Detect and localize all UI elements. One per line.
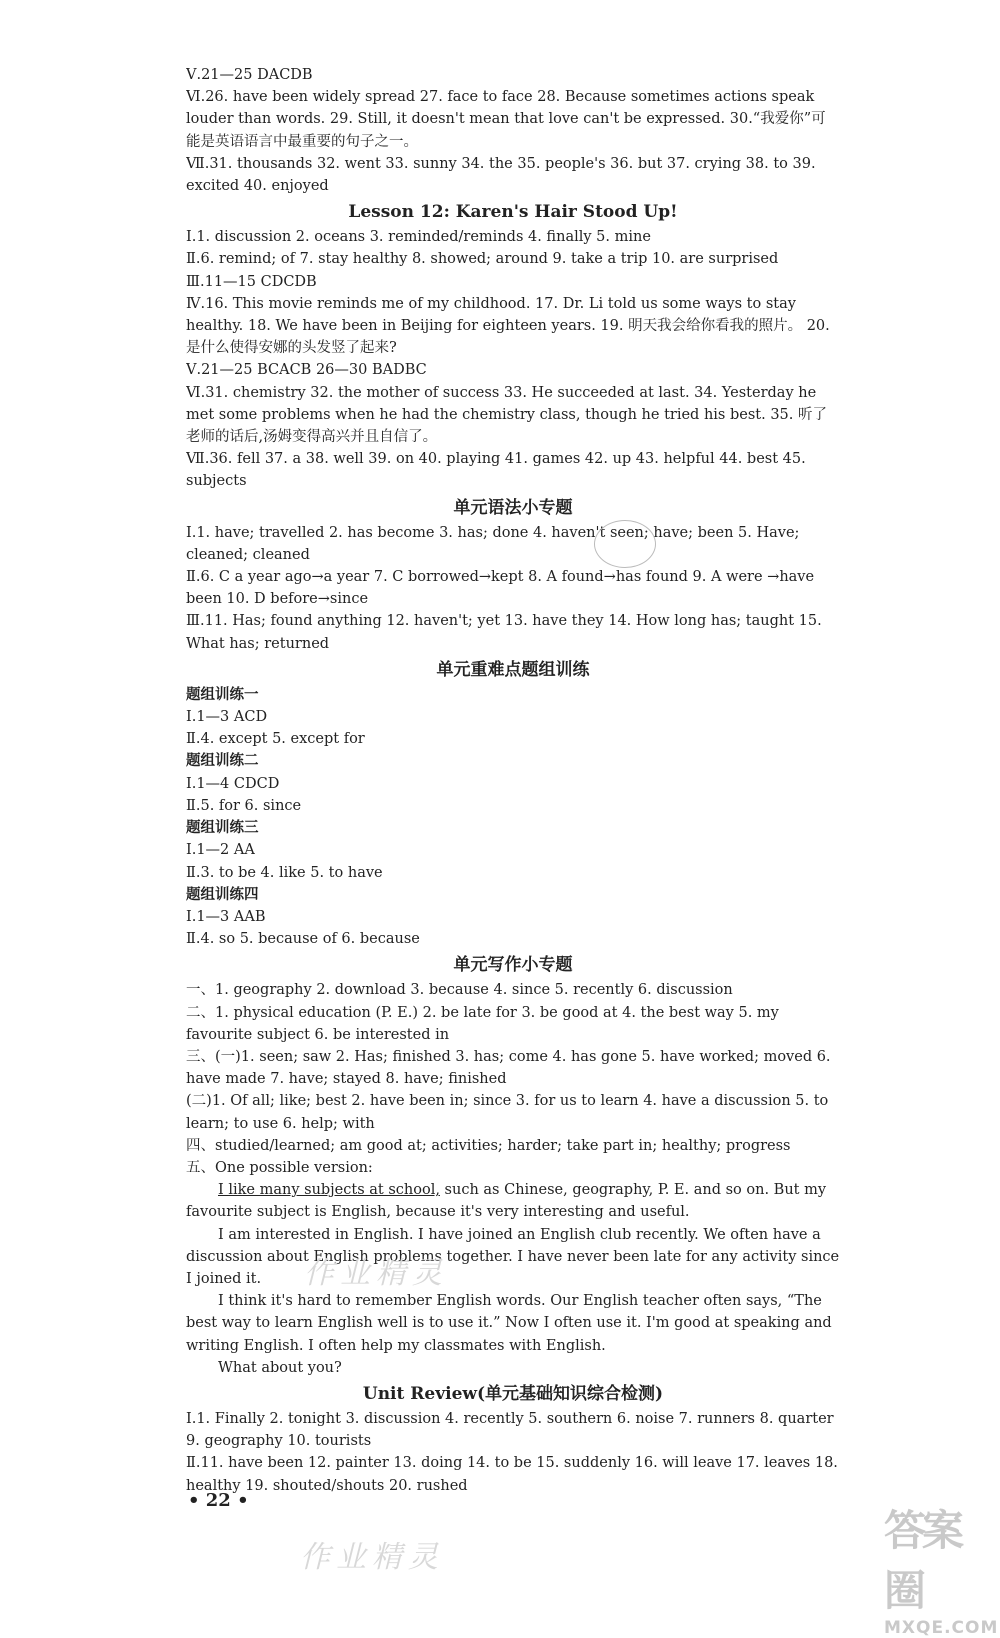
answer-line: Ⅶ.31. thousands 32. went 33. sunny 34. the 35. people's 36. but 37. crying 38. to 39. excited 40. enjoyed [186,155,816,195]
page-number: • 22 • [188,1490,249,1511]
answer-line: Ⅰ.1—2 AA [186,842,255,859]
answer-line: Ⅰ.1. Finally 2. tonight 3. discussion 4. recently 5. southern 6. noise 7. runners 8. quarter 9. geography 10. tourists [186,1410,834,1450]
answer-line: 三、(一)1. seen; saw 2. Has; finished 3. has; come 4. has gone 5. have worked; moved 6. have made 7. have; stayed 8. have; finished [186,1048,831,1088]
watermark-logo-title: 答案圈 [884,1506,961,1615]
watermark-text: 作业精灵 [304,1256,448,1291]
answer-line: Ⅲ.11—15 CDCDB [186,273,317,290]
watermark-logo [884,1498,999,1638]
answer-line: 四、studied/learned; am good at; activities; harder; take part in; healthy; progress [186,1137,791,1154]
answer-line: Ⅰ.1—3 ACD [186,709,268,726]
answer-line: Ⅱ.6. remind; of 7. stay healthy 8. showed; around 9. take a trip 10. are surprised [186,251,779,268]
answer-line: Ⅱ.5. for 6. since [186,797,302,814]
answer-line: Ⅵ.26. have been widely spread 27. face to face 28. Because sometimes actions speak louder than words. 29. Still, it doesn't mean that love can't be expressed. 30.“我爱你”可能是英语语言中最重要的句子之一。 [186,89,826,150]
answer-line: 一、1. geography 2. download 3. because 4. since 5. recently 6. discussion [186,982,733,999]
answer-line: Ⅱ.4. except 5. except for [186,731,365,748]
answer-line: Ⅰ.1. discussion 2. oceans 3. reminded/reminds 4. finally 5. mine [186,229,651,246]
answer-line: Ⅲ.11. Has; found anything 12. haven't; yet 13. have they 14. How long has; taught 15. What has; returned [186,613,822,652]
underlined-sentence: I like many subjects at school, [218,1182,440,1199]
answer-line: Ⅵ.31. chemistry 32. the mother of success 33. He succeeded at last. 34. Yesterday he met some problems when he had the chemistry class, though he tried his best. 35. 听了老师的话后,汤姆变得高兴并且自信了。 [186,384,827,446]
answer-line: Ⅴ.21—25 BCACB 26—30 BADBC [186,362,427,379]
answer-line: Ⅰ.1. have; travelled 2. has become 3. has; done 4. haven't seen; have; been 5. Have; cleaned; cleaned [186,524,800,563]
answer-line: (二)1. Of all; like; best 2. have been in; since 3. for us to learn 4. have a discussion 5. to learn; to use 6. help; with [186,1093,829,1132]
answer-line: Ⅴ.21—25 DACDB [186,67,313,83]
answer-line: Ⅶ.36. fell 37. a 38. well 39. on 40. playing 41. games 42. up 43. helpful 44. best 45. subjects [186,451,806,490]
subsection-title: 题组训练四 [186,885,259,903]
answer-line: Ⅱ.11. have been 12. painter 13. doing 14. to be 15. suddenly 16. will leave 17. leaves 18. healthy 19. shouted/shouts 20. rushed [186,1455,838,1494]
subsection-title: 题组训练三 [186,819,259,837]
subsection-title: 题组训练二 [186,752,259,770]
essay-paragraph: What about you? [218,1359,342,1376]
answer-line: Ⅳ.16. This movie reminds me of my childhood. 17. Dr. Li told us some ways to stay healthy. 18. We have been in Beijing for eighteen years. 19. 明天我会给你看我的照片。 20. 是什么使得安娜的头发竖了起来? [186,295,830,357]
answer-line: Ⅱ.6. C a year ago→a year 7. C borrowed→kept 8. A found→has found 9. A were →have been 10. D before→since [186,569,815,608]
essay-paragraph: I think it's hard to remember English words. Our English teacher often says, “The best way to learn English well is to use it.” Now I often use it. I'm good at speaking and writing English. I often help my classmates with English. [186,1293,832,1354]
answer-line: Ⅰ.1—4 CDCD [186,775,280,792]
section-heading: 单元语法小专题 [453,497,573,518]
subsection-title: 题组训练一 [186,685,259,703]
essay-paragraph: I like many subjects at school, such as Chinese, geography, P. E. and so on. But my favourite subject is English, because it's very interesting and useful. [186,1182,827,1221]
answer-line: Ⅱ.3. to be 4. like 5. to have [186,864,383,881]
section-heading: 单元写作小专题 [453,955,573,976]
watermark-text-bottom: 作业精灵 [300,1540,444,1575]
stamp-seal [594,520,656,568]
answer-line: Ⅰ.1—3 AAB [186,908,266,925]
answer-line: 五、One possible version: [186,1159,373,1176]
answer-line: 二、1. physical education (P. E.) 2. be late for 3. be good at 4. the best way 5. my favourite subject 6. be interested in [186,1004,779,1043]
answer-line: Ⅱ.4. so 5. because of 6. because [186,931,420,948]
answer-content [186,64,840,1497]
section-heading: Unit Review(单元基础知识综合检测) [362,1383,664,1404]
essay-paragraph: I am interested in English. I have joined an English club recently. We often have a discussion about English problems together. I have never been late for any activity since I joined it. [186,1226,840,1287]
section-heading: Lesson 12: Karen's Hair Stood Up! [348,202,678,223]
section-heading: 单元重难点题组训练 [436,659,590,680]
watermark-logo-url: MXQE.COM [884,1618,999,1638]
